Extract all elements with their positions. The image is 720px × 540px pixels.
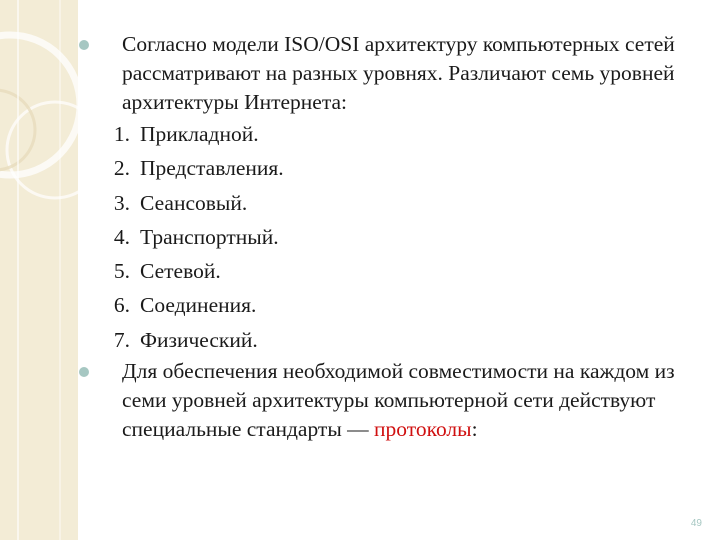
list-item: [70, 186, 700, 220]
list-item: [70, 220, 700, 254]
page-number: 49: [690, 518, 702, 529]
intro-paragraph: [70, 30, 700, 117]
decorative-side-band: [0, 0, 78, 540]
list-item: [70, 288, 700, 322]
list-item: [70, 151, 700, 185]
decorative-circles: [0, 0, 78, 540]
list-item: [70, 117, 700, 151]
list-item-number: 6.: [113, 293, 130, 318]
list-item-number: 2.: [113, 156, 130, 181]
list-item: [70, 323, 700, 357]
protocols-highlight: протоколы: [374, 417, 472, 442]
list-item-label: Соединения.: [140, 293, 257, 318]
list-item-label: Прикладной.: [140, 122, 259, 146]
bullet-icon: [79, 40, 89, 50]
list-item-number: 7.: [113, 327, 130, 352]
conclusion-text: Для обеспечения необходимой совместимости на каждом из семи уровней архитектуры компьютерной сети действуют специальные стандарты —: [122, 359, 675, 442]
levels-list: [70, 117, 700, 357]
list-item-number: 3.: [113, 190, 130, 215]
list-item-label: Сеансовый.: [140, 190, 248, 215]
list-item-label: Транспортный.: [140, 224, 279, 249]
conclusion-paragraph: [70, 357, 700, 444]
list-item-label: Представления.: [140, 156, 284, 181]
list-item-label: Физический.: [140, 327, 258, 352]
bullet-icon: [79, 367, 89, 377]
slide-content: [70, 30, 700, 444]
list-item: [70, 254, 700, 288]
conclusion-colon: :: [471, 417, 478, 442]
list-item-number: 1.: [113, 122, 130, 146]
list-item-label: Сетевой.: [140, 259, 221, 284]
list-item-number: 5.: [113, 259, 130, 284]
intro-text: Согласно модели ISO/OSI архитектуру компьютерных сетей рассматривают на разных уровнях. Различают семь уровней архитектуры Интернета:: [122, 32, 675, 114]
list-item-number: 4.: [113, 224, 130, 249]
